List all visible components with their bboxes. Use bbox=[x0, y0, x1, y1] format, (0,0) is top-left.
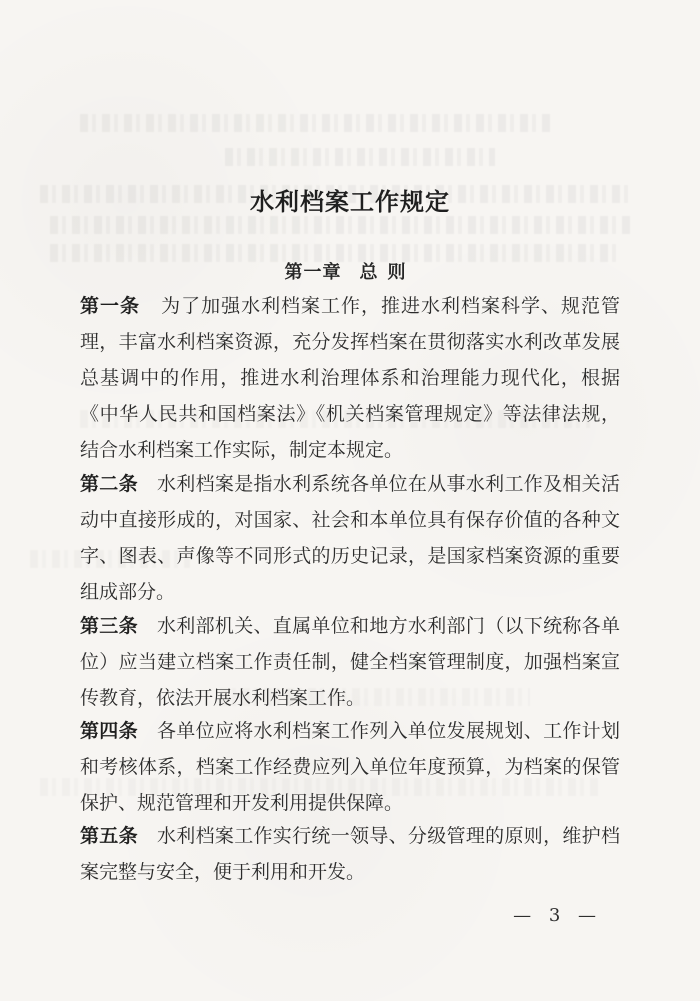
article-3 bbox=[80, 608, 620, 716]
article-4 bbox=[80, 713, 620, 821]
chapter-heading bbox=[0, 258, 700, 284]
article-5-text: 水利档案工作实行统一领导、分级管理的原则，维护档案完整与安全，便于利用和开发。 bbox=[80, 825, 620, 883]
article-1-text: 为了加强水利档案工作，推进水利档案科学、规范管理，丰富水利档案资源，充分发挥档案在贯彻落实水利改革发展总基调中的作用，推进水利治理体系和治理能力现代化，根据《中华人民共和国档案法》《机关档案管理规定》等法律法规，结合水利档案工作实际，制定本规定。 bbox=[80, 295, 620, 461]
document-title: 水利档案工作规定 bbox=[250, 187, 450, 216]
article-4-text: 各单位应将水利档案工作列入单位发展规划、工作计划和考核体系，档案工作经费应列入单位年度预算，为档案的保管保护、规范管理和开发利用提供保障。 bbox=[80, 720, 620, 814]
bleed-through-line bbox=[50, 216, 630, 234]
article-2-text: 水利档案是指水利系统各单位在从事水利工作及相关活动中直接形成的，对国家、社会和本单位具有保存价值的各种文字、图表、声像等不同形式的历史记录，是国家档案资源的重要组成部分。 bbox=[80, 473, 620, 603]
article-5-label: 第五条 bbox=[80, 825, 138, 847]
chapter-number: 第一章 bbox=[284, 262, 342, 283]
bleed-through-line bbox=[80, 114, 550, 132]
article-4-label: 第四条 bbox=[80, 720, 138, 742]
bleed-through-line bbox=[225, 148, 495, 166]
article-3-text: 水利部机关、直属单位和地方水利部门（以下统称各单位）应当建立档案工作责任制，健全档案管理制度，加强档案宣传教育，依法开展水利档案工作。 bbox=[80, 615, 620, 709]
article-5 bbox=[80, 818, 620, 890]
chapter-name: 总则 bbox=[359, 262, 416, 283]
article-3-label: 第三条 bbox=[80, 615, 138, 637]
article-1 bbox=[80, 288, 620, 468]
article-1-label: 第一条 bbox=[80, 295, 140, 317]
article-2-label: 第二条 bbox=[80, 473, 138, 495]
page-number: — 3 — bbox=[513, 905, 602, 926]
article-2 bbox=[80, 466, 620, 610]
